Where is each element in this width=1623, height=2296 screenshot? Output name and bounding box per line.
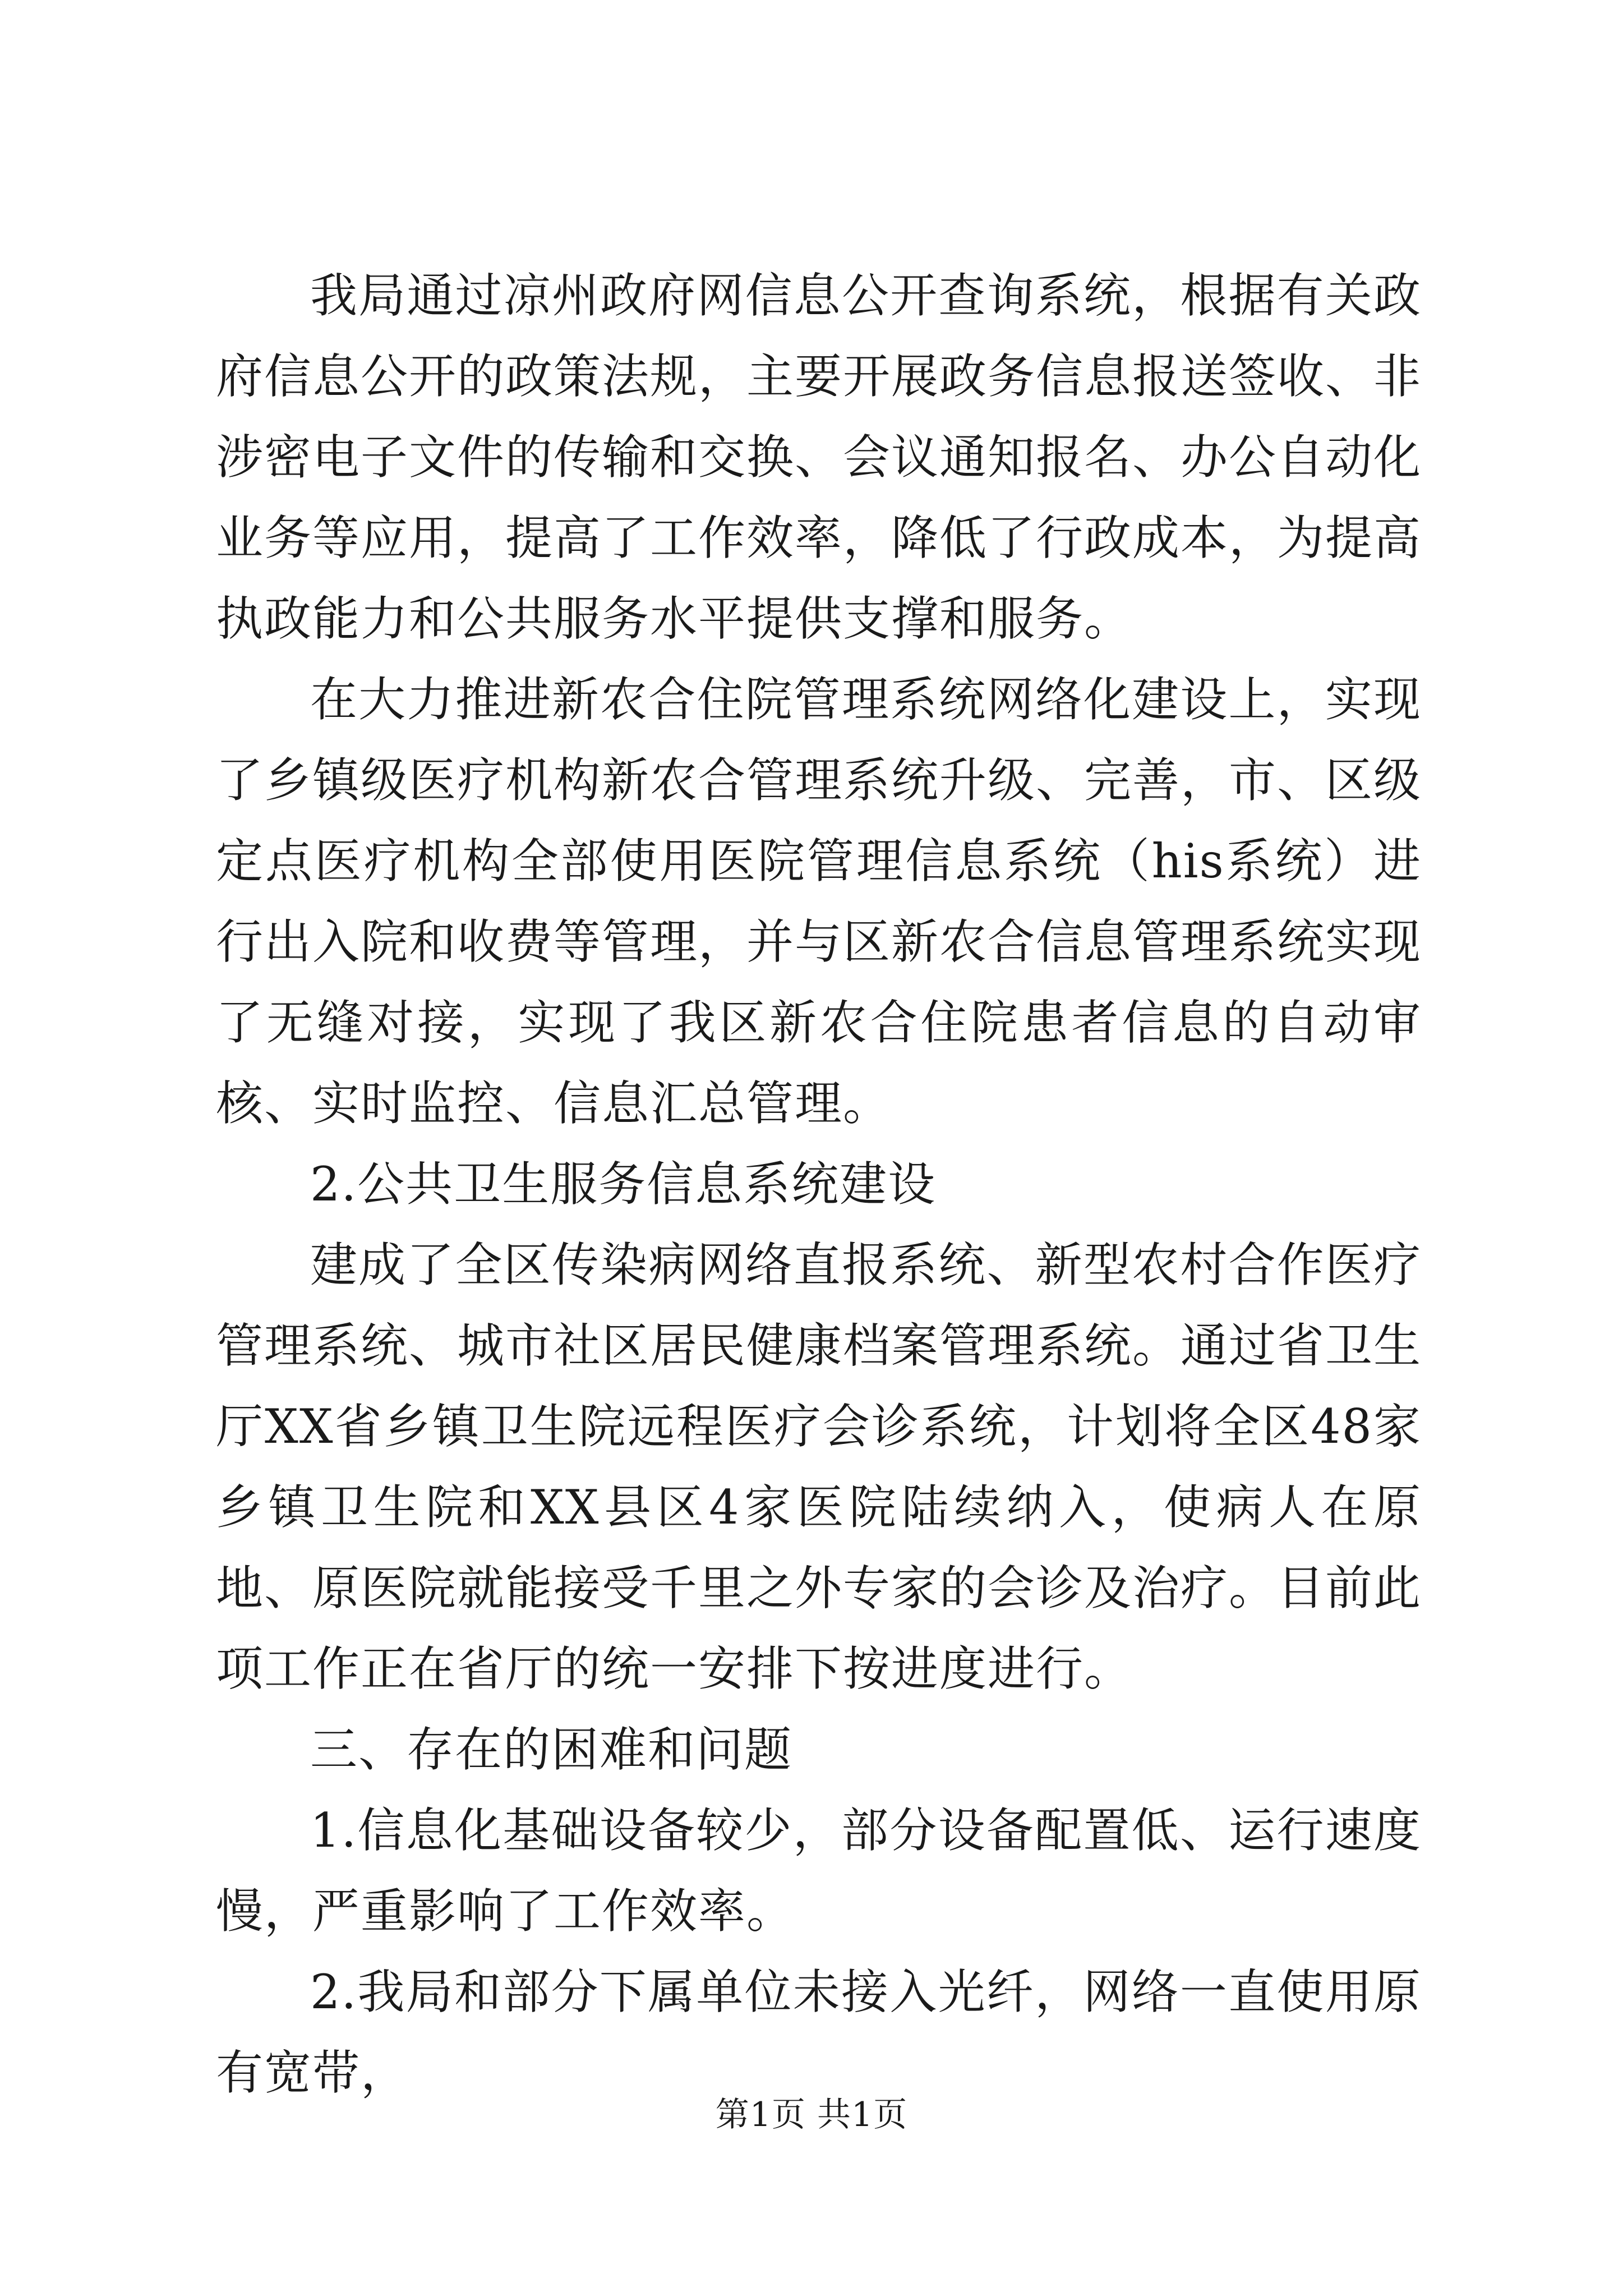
paragraph-public-health-systems: 建成了全区传染病网络直报系统、新型农村合作医疗管理系统、城市社区居民健康档案管理系统。通过省卫生厅XX省乡镇卫生院远程医疗会诊系统，计划将全区48家乡镇卫生院和XX县区4家医院陆续纳入，使病人在原地、原医院就能接受千里之外专家的会诊及治疗。目前此项工作正在省厅的统一安排下按进度进行。 (216, 1237, 1422, 1696)
paragraph-portal-info: 我局通过凉州政府网信息公开查询系统，根据有关政府信息公开的政策法规，主要开展政务信息报送签收、非涉密电子文件的传输和交换、会议通知报名、办公自动化业务等应用，提高了工作效率，降低了行政成本，为提高执政能力和公共服务水平提供支撑和服务。 (216, 268, 1422, 646)
section-heading-difficulties: 三、存在的困难和问题 (310, 1722, 793, 1777)
paragraph-issue-network: 2.我局和部分下属单位未接入光纤，网络一直使用原有宽带， (216, 1964, 1422, 2100)
document-body (216, 255, 1422, 2113)
page-number-footer: 第1页 共1页 (715, 2095, 908, 2134)
paragraph-issue-equipment: 1.信息化基础设备较少，部分设备配置低、运行速度慢，严重影响了工作效率。 (216, 1803, 1422, 1939)
section-heading-public-health: 2.公共卫生服务信息系统建设 (310, 1157, 937, 1212)
paragraph-ncms-network: 在大力推进新农合住院管理系统网络化建设上，实现了乡镇级医疗机构新农合管理系统升级、完善，市、区级定点医疗机构全部使用医院管理信息系统（his系统）进行出入院和收费等管理，并与区新农合信息管理系统实现了无缝对接，实现了我区新农合住院患者信息的自动审核、实时监控、信息汇总管理。 (216, 672, 1422, 1131)
